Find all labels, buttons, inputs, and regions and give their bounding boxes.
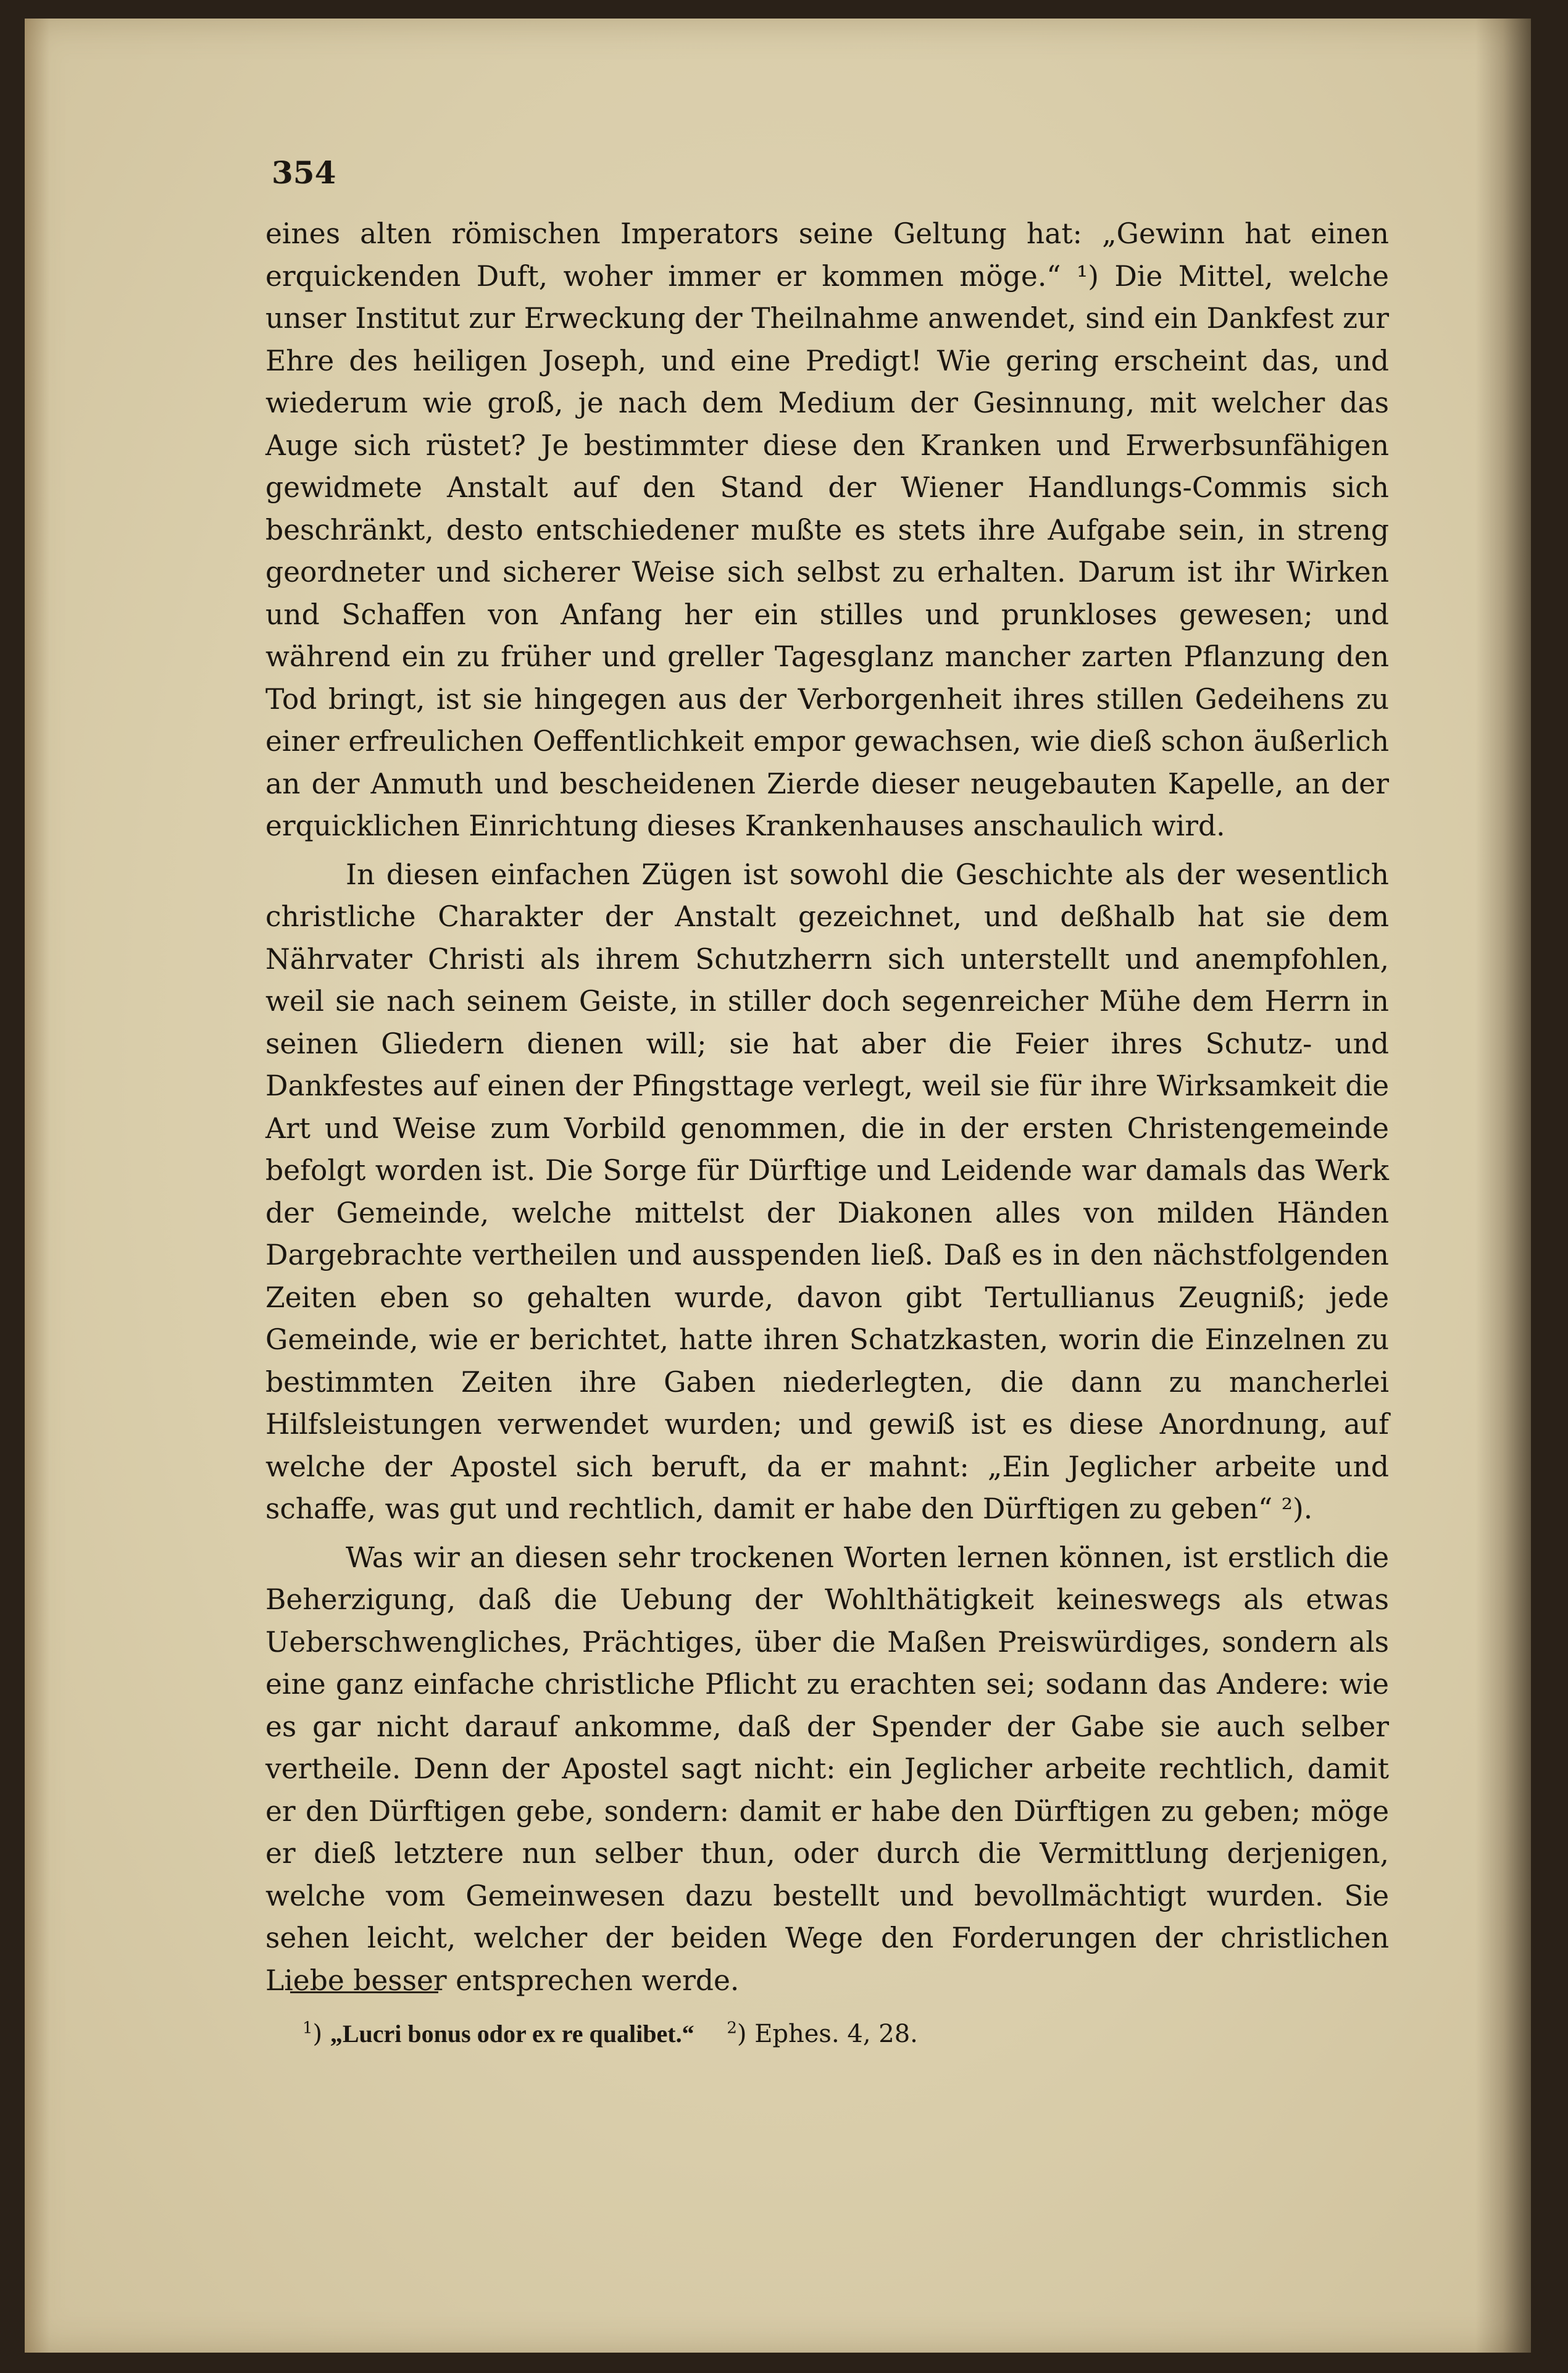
footnote-1-marker: 1 [302,2019,313,2038]
page-left-edge [25,19,49,2353]
paragraph-1: eines alten römischen Imperators seine Geltung hat: „Gewinn hat einen erquickenden Duft, woher immer er kommen möge.“ ¹) Die Mittel, welche unser Institut zur Erweckung der Theilnahme anwendet, sind ein Dankfest zur Ehre des heiligen Joseph, und eine Predigt! Wie gering erscheint das, und wiederum wie groß, je nach dem Medium der Gesinnung, mit welcher das Auge sich rüstet? Je bestimmter diese den Kranken und Erwerbsunfähigen gewidmete Anstalt auf den Stand der Wiener Handlungs-Commis sich beschränkt, desto entschiedener mußte es stets ihre Aufgabe sein, in streng geordneter und sicherer Weise sich selbst zu erhalten. Darum ist ihr Wirken und Schaffen von Anfang her ein stilles und prunkloses gewesen; und während ein zu früher und greller Tagesglanz mancher zarten Pflanzung den Tod bringt, ist sie hingegen aus der Verborgenheit ihres stillen Gedeihens zu einer erfreulichen Oeffentlichkeit empor gewachsen, wie dieß schon äußerlich an der Anmuth und bescheidenen Zierde dieser neugebauten Kapelle, an der erquicklichen Einrichtung dieses Krankenhauses anschaulich wird. [265,217,1389,842]
footnote-1-text: „Lucri bonus odor ex re qualibet.“ [330,2020,694,2048]
paragraph-3: Was wir an diesen sehr trockenen Worten lernen können, ist erstlich die Beherzigung, daß die Uebung der Wohlthätigkeit keineswegs als etwas Ueberschwengliches, Prächtiges, über die Maßen Preiswürdiges, sondern als eine ganz einfache christliche Pflicht zu erachten sei; sodann das Andere: wie es gar nicht darauf ankomme, daß der Spender der Gabe sie auch selber vertheile. Denn der Apostel sagt nicht: ein Jeglicher arbeite rechtlich, damit er den Dürftigen gebe, sondern: damit er habe den Dürftigen zu geben; möge er dieß letztere nun selber thun, oder durch die Vermittlung derjenigen, welche vom Gemeinwesen dazu bestellt und bevollmächtigt wurden. Sie sehen leicht, welcher der beiden Wege den Forderungen der christlichen Liebe besser entsprechen werde. [265,1541,1389,1997]
body-text [265,213,1389,2008]
footnote-2-marker: 2 [727,2019,737,2038]
page-number: 354 [272,154,336,191]
footnote-2-text: Ephes. 4, 28. [754,2020,918,2049]
footnote-2: $^2$) Ephes. 4, 28. [727,2019,918,2049]
footnotes [302,2019,943,2048]
footnote-separator [290,1991,438,1993]
paragraph-2: In diesen einfachen Zügen ist sowohl die Geschichte als der wesentlich christliche Charakter der Anstalt gezeichnet, und deßhalb hat sie dem Nährvater Christi als ihrem Schutzherrn sich unterstellt und anempfohlen, weil sie nach seinem Geiste, in stiller doch segenreicher Mühe dem Herrn in seinen Gliedern dienen will; sie hat aber die Feier ihres Schutz- und Dankfestes auf einen der Pfingsttage verlegt, weil sie für ihre Wirksamkeit die Art und Weise zum Vorbild genommen, die in der ersten Christengemeinde befolgt worden ist. Die Sorge für Dürftige und Leidende war damals das Werk der Gemeinde, welche mittelst der Diakonen alles von milden Händen Dargebrachte vertheilen und ausspenden ließ. Daß es in den nächstfolgenden Zeiten eben so gehalten wurde, davon gibt Tertullianus Zeugniß; jede Gemeinde, wie er berichtet, hatte ihren Schatzkasten, worin die Einzelnen zu bestimmten Zeiten ihre Gaben niederlegten, die dann zu mancherlei Hilfsleistungen verwendet wurden; und gewiß ist es diese Anordnung, auf welche der Apostel sich beruft, da er mahnt: „Ein Jeglicher arbeite und schaffe, was gut und rechtlich, damit er habe den Dürftigen zu geben“ ²). [265,858,1389,1525]
footnote-1: $^1$) „Lucri bonus odor ex re qualibet.“ [302,2019,694,2049]
book-gutter-shadow [1475,19,1531,2353]
